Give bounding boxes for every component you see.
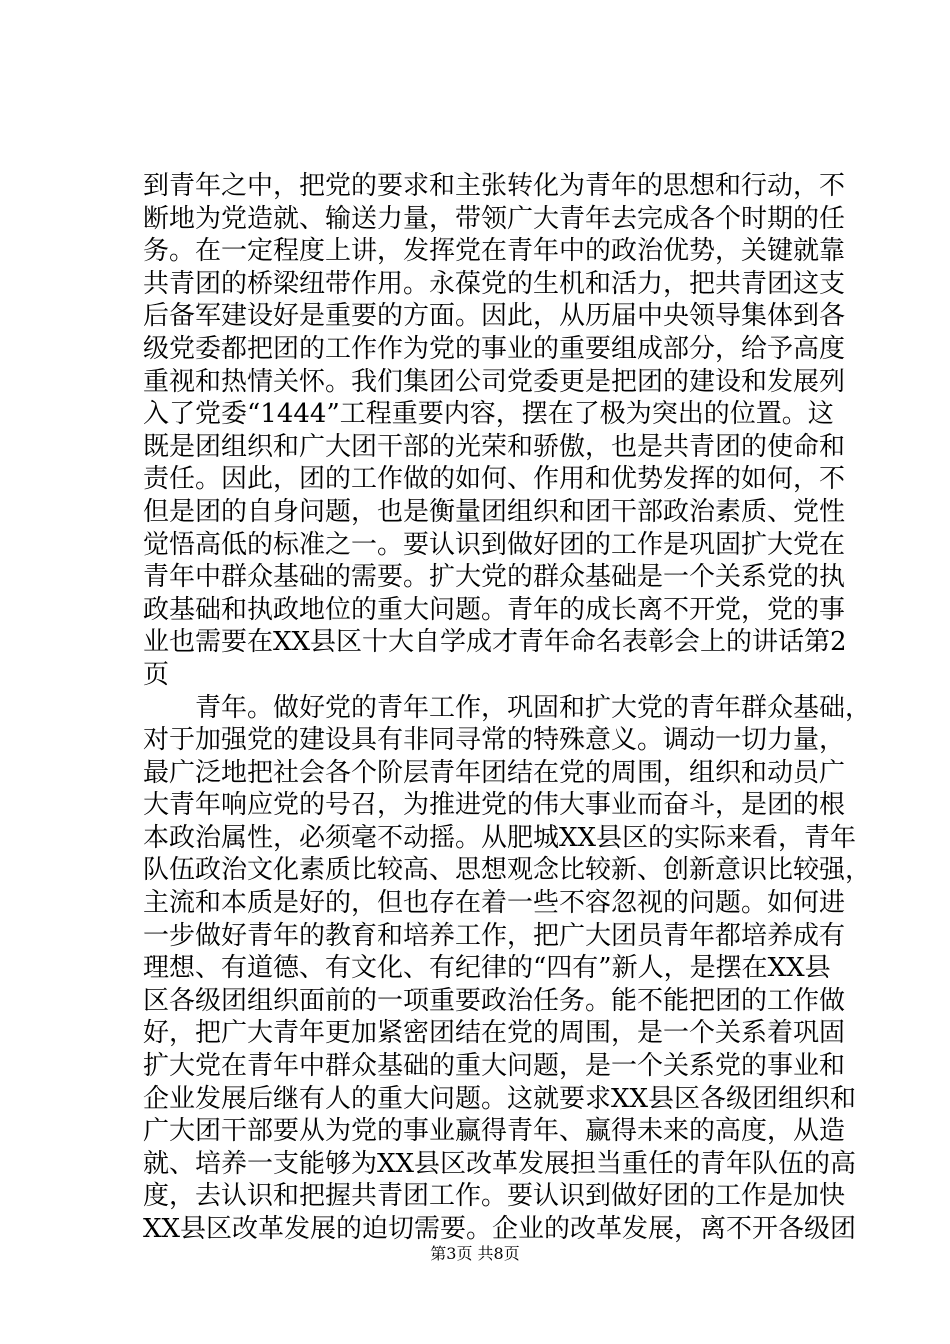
text-line: 大青年响应党的号召，为推进党的伟大事业而奋斗，是团的根 (143, 790, 846, 821)
text-line: 政基础和执政地位的重大问题。青年的成长离不开党，党的事 (143, 594, 846, 625)
text-line: 度，去认识和把握共青团工作。要认识到做好团的工作是加快 (143, 1181, 846, 1212)
text-line: 就、培养一支能够为XX县区改革发展担当重任的青年队伍的高 (143, 1148, 857, 1179)
text-line: 责任。因此，团的工作做的如何、作用和优势发挥的如何，不 (143, 464, 846, 495)
text-line: 青年。做好党的青年工作，巩固和扩大党的青年群众基础， (143, 692, 872, 723)
text-line: 重视和热情关怀。我们集团公司党委更是把团的建设和发展列 (143, 366, 846, 397)
text-line: 页 (143, 659, 170, 690)
text-line: 好，把广大青年更加紧密团结在党的周围，是一个关系着巩固 (143, 1018, 846, 1049)
text-line: 到青年之中，把党的要求和主张转化为青年的思想和行动，不 (143, 171, 846, 201)
text-line: 扩大党在青年中群众基础的重大问题，是一个关系党的事业和 (143, 1051, 846, 1082)
text-line: 企业发展后继有人的重大问题。这就要求XX县区各级团组织和 (143, 1083, 857, 1114)
text-line: 共青团的桥梁纽带作用。永葆党的生机和活力，把共青团这支 (143, 268, 846, 299)
page-number-label: 第3页 共8页 (430, 1244, 520, 1263)
text-line: 广大团干部要从为党的事业赢得青年、赢得未来的高度，从造 (143, 1116, 846, 1147)
text-line: 青年中群众基础的需要。扩大党的群众基础是一个关系党的执 (143, 562, 846, 593)
page-footer (0, 1244, 950, 1264)
text-line: 觉悟高低的标准之一。要认识到做好团的工作是巩固扩大党在 (143, 529, 846, 560)
body-text (143, 170, 872, 1246)
text-line: 级党委都把团的工作作为党的事业的重要组成部分，给予高度 (143, 333, 846, 364)
text-line: 区各级团组织面前的一项重要政治任务。能不能把团的工作做 (143, 985, 846, 1016)
text-line: 业也需要在XX县区十大自学成才青年命名表彰会上的讲话第2 (143, 627, 847, 658)
text-line: 断地为党造就、输送力量，带领广大青年去完成各个时期的任 (143, 203, 846, 234)
text-line: 既是团组织和广大团干部的光荣和骄傲，也是共青团的使命和 (143, 431, 846, 462)
text-line: 入了党委“1444”工程重要内容，摆在了极为突出的位置。这 (143, 399, 834, 430)
text-line: 务。在一定程度上讲，发挥党在青年中的政治优势，关键就靠 (143, 236, 846, 267)
text-line: 一步做好青年的教育和培养工作，把广大团员青年都培养成有 (143, 920, 846, 951)
text-line: 最广泛地把社会各个阶层青年团结在党的周围，组织和动员广 (143, 757, 846, 788)
text-line: 理想、有道德、有文化、有纪律的“四有”新人，是摆在XX县 (143, 953, 831, 984)
text-line: 但是团的自身问题，也是衡量团组织和团干部政治素质、党性 (143, 496, 846, 527)
text-line: 对于加强党的建设具有非同寻常的特殊意义。调动一切力量， (143, 725, 846, 756)
text-line: 本政治属性，必须毫不动摇。从肥城XX县区的实际来看，青年 (143, 822, 857, 853)
text-line: 主流和本质是好的，但也存在着一些不容忽视的问题。如何进 (143, 888, 846, 919)
text-line: XX县区改革发展的迫切需要。企业的改革发展，离不开各级团 (143, 1214, 857, 1244)
text-line: 后备军建设好是重要的方面。因此，从历届中央领导集体到各 (143, 301, 846, 332)
text-line: 队伍政治文化素质比较高、思想观念比较新、创新意识比较强， (143, 855, 872, 886)
